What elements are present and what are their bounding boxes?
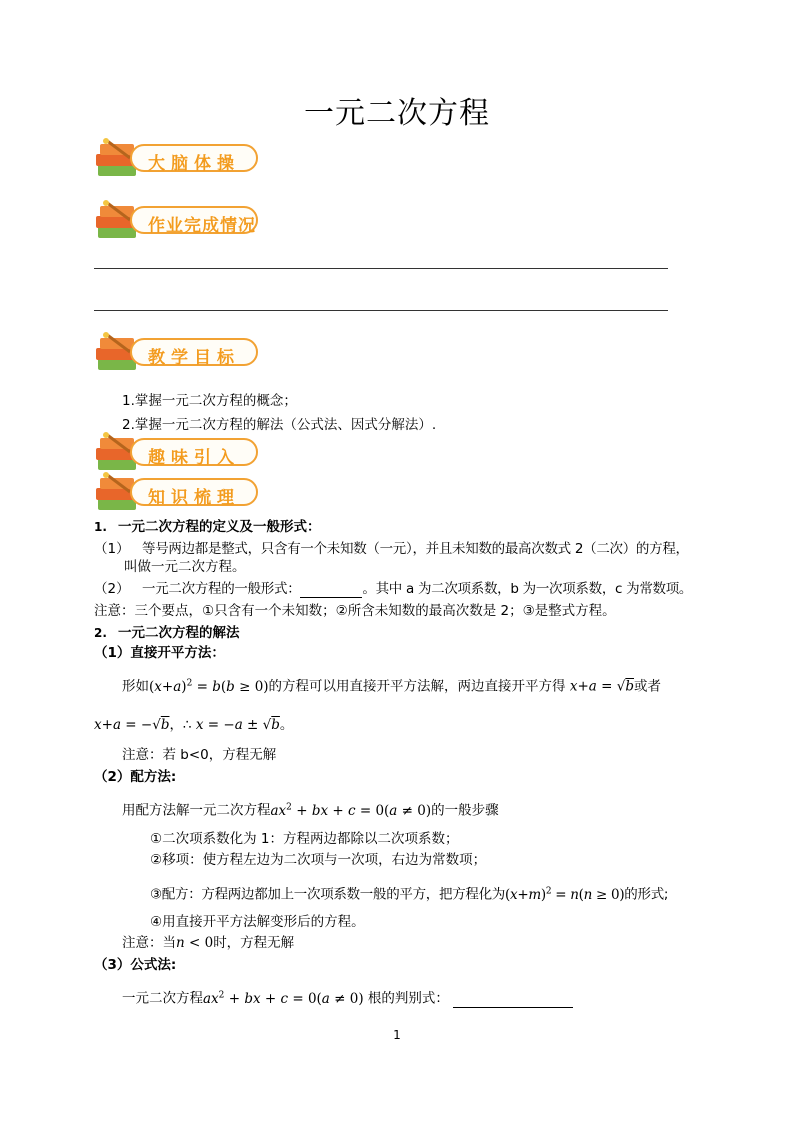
section-2-heading: 一元二次方程的解法 [118, 625, 240, 641]
discriminant-blank[interactable] [453, 993, 573, 1008]
note-1: 注意：三个要点，①只含有一个未知数；②所含未知数的最高次数是 2；③是整式方程。 [94, 603, 616, 619]
badge-goals [94, 332, 258, 376]
formula-root-negative: x+a = −√b [94, 717, 170, 733]
section-1-heading: 一元二次方程的定义及一般形式： [118, 519, 321, 535]
text-fragment: ③配方：方程两边都加上一次项系数一般的平方，把方程化为 [150, 886, 506, 903]
general-form-label: 一元二次方程的一般形式： [142, 581, 301, 597]
answer-line-2 [94, 310, 668, 311]
method-2-intro [122, 798, 499, 820]
answer-line-1 [94, 268, 668, 269]
text-fragment: 注意：当 [122, 935, 176, 951]
section-1-number: 1. [94, 520, 107, 534]
method-2-note [122, 934, 294, 952]
text-fragment: 用配方法解一元二次方程 [122, 802, 271, 819]
text-fragment: 的形式; [624, 886, 669, 903]
page-number: 1 [393, 1028, 401, 1042]
badge-intro [94, 432, 258, 476]
badge-label: 教学目标 [148, 348, 240, 368]
method-3-text [122, 986, 573, 1008]
badge-label: 作业完成情况 [148, 216, 256, 236]
text-fragment: 。 [279, 717, 294, 733]
formula-solution: x = −a ± √b [195, 717, 280, 733]
formula-general-form: $ax^2$ + bx + c = 0(a ≠ 0) [203, 990, 364, 1007]
badge-label: 趣味引入 [148, 448, 240, 468]
para-1-number: （1） [94, 541, 130, 557]
method-2-step-3 [150, 882, 668, 904]
text-fragment: 一元二次方程 [122, 990, 203, 1007]
coefficients-text: 。其中 a 为二次项系数，b 为一次项系数，c 为常数项。 [362, 581, 693, 597]
text-fragment: 时，方程无解 [213, 935, 295, 951]
badge-homework [94, 200, 258, 244]
method-1-title: （1）直接开平方法： [94, 645, 225, 661]
method-2-title: （2）配方法: [94, 769, 177, 785]
goal-2: 2.掌握一元二次方程的解法（公式法、因式分解法）. [122, 417, 437, 433]
text-fragment: ，∴ [169, 717, 192, 733]
method-2-step-4: ④用直接开平方法解变形后的方程。 [150, 914, 365, 930]
formula-root-positive: x+a = √b [569, 678, 634, 695]
method-1-text [122, 674, 661, 696]
general-form-blank[interactable] [300, 583, 362, 598]
method-1-text-cont [94, 716, 293, 734]
method-2-step-2: ②移项：使方程左边为二次项与一次项，右边为常数项； [150, 852, 487, 868]
para-2-number: （2） [94, 581, 130, 597]
badge-label: 知识梳理 [148, 488, 240, 508]
text-fragment: 形如 [122, 678, 149, 695]
para-1-text: 等号两边都是整式，只含有一个未知数（一元），并且未知数的最高次数式 2（二次）的方程， [142, 541, 689, 557]
method-3-title: （3）公式法: [94, 957, 177, 973]
formula-general-form: $ax^2$ + bx + c = 0(a ≠ 0) [270, 802, 432, 819]
goal-1: 1.掌握一元二次方程的概念； [122, 393, 297, 409]
text-fragment: 的一般步骤 [431, 802, 499, 819]
text-fragment: 或者 [634, 678, 661, 695]
para-2-text [142, 580, 692, 598]
para-1-text-cont: 叫做一元二次方程。 [124, 559, 246, 575]
badge-knowledge [94, 472, 258, 516]
badge-label: 大脑体操 [148, 154, 240, 174]
text-fragment: 的方程可以用直接开平方法解，两边直接开平方得 [268, 678, 566, 695]
formula-completed-square: $(x+m)^2 = n(n \ge 0)$ [505, 886, 625, 903]
method-2-step-1: ①二次项系数化为 1：方程两边都除以二次项系数； [150, 831, 459, 847]
page-title: 一元二次方程 [304, 96, 490, 131]
text-fragment: 根的判别式： [363, 990, 449, 1007]
method-1-note: 注意：若 b<0，方程无解 [122, 747, 277, 763]
section-2-number: 2. [94, 626, 107, 640]
badge-warmup [94, 138, 258, 182]
formula-n-negative: n < 0 [176, 935, 214, 951]
formula-square-form: $(x+a)^2 = b(b \ge 0)$ [149, 678, 269, 695]
